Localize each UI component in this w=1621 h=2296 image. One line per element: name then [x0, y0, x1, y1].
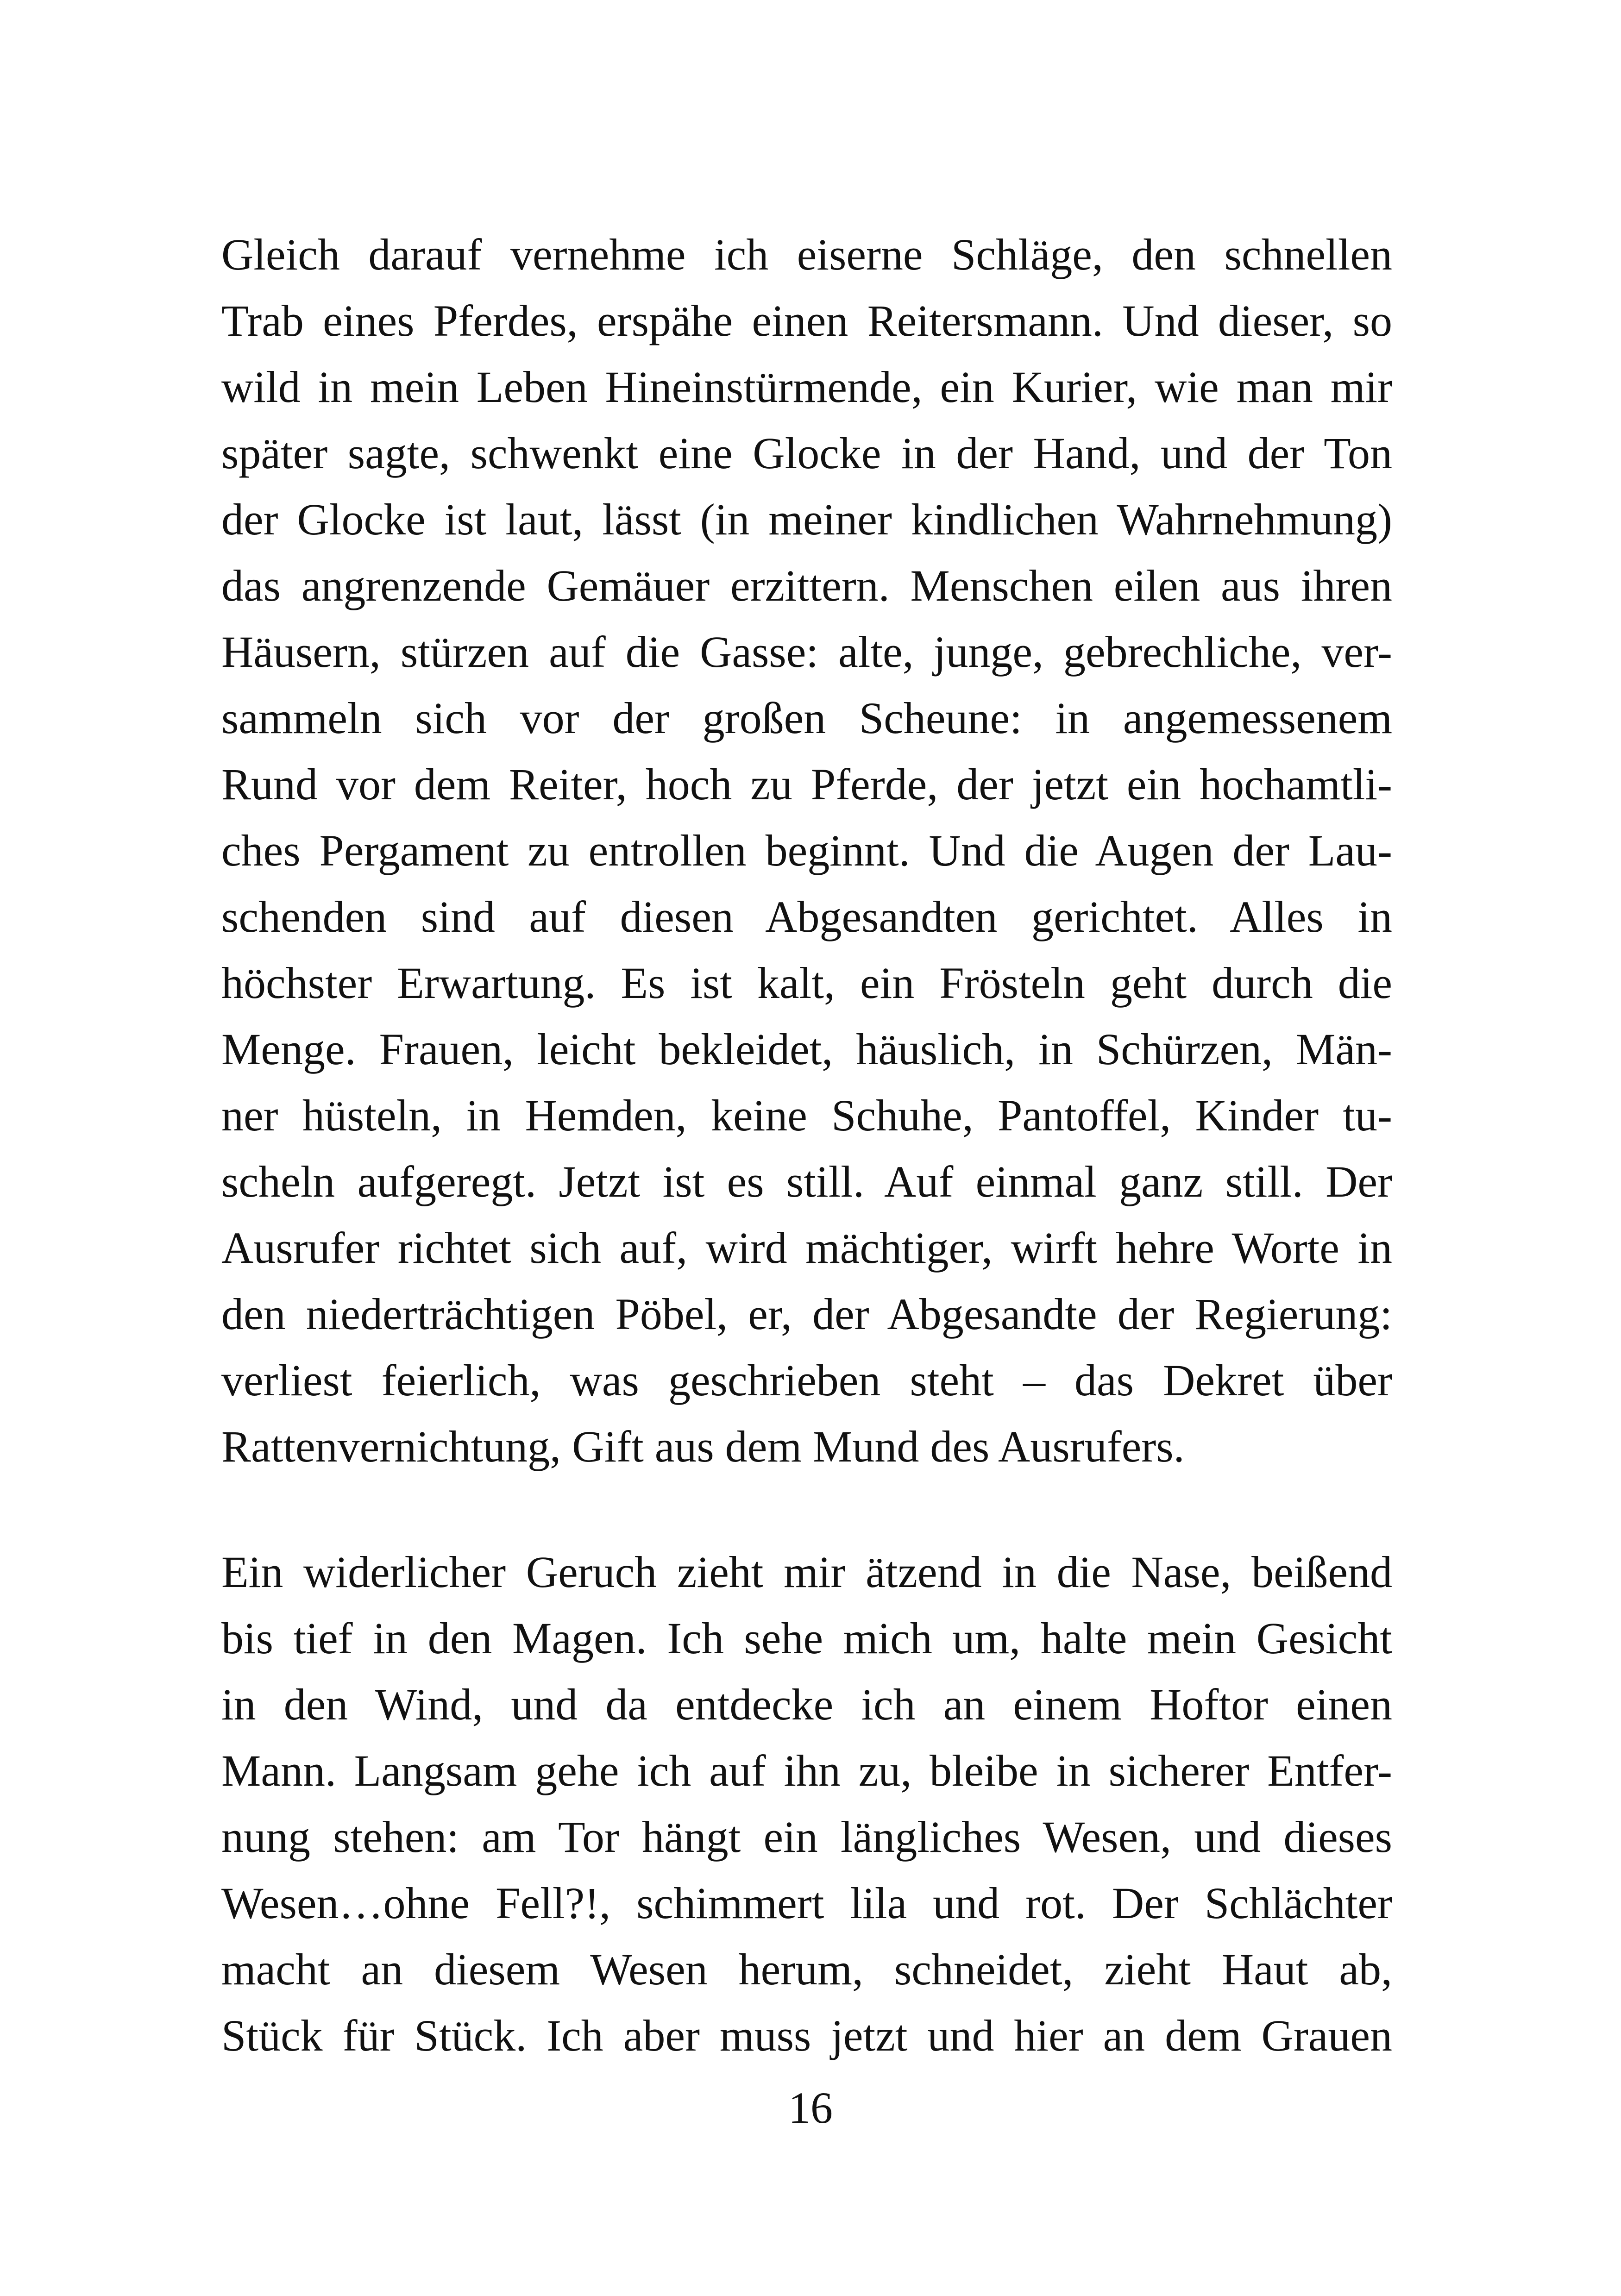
text-line: wild in mein Leben Hineinstürmende, ein Kurier, wie man mir	[221, 362, 1392, 412]
text-line: Rund vor dem Reiter, hoch zu Pferde, der jetzt ein hochamtli-	[221, 759, 1392, 809]
text-line: Menge. Frauen, leicht bekleidet, häuslich, in Schürzen, Män-	[221, 1024, 1392, 1074]
text-line: Stück für Stück. Ich aber muss jetzt und hier an dem Grauen	[221, 2011, 1392, 2060]
text-line: scheln aufgeregt. Jetzt ist es still. Auf einmal ganz still. Der	[221, 1157, 1392, 1206]
text-line: sammeln sich vor der großen Scheune: in angemessenem	[221, 693, 1392, 743]
page-number: 16	[788, 2083, 833, 2133]
text-line: den niederträchtigen Pöbel, er, der Abgesandte der Regierung:	[221, 1289, 1392, 1339]
text-line: Ein widerlicher Geruch zieht mir ätzend in die Nase, beißend	[221, 1547, 1392, 1597]
text-line: Ausrufer richtet sich auf, wird mächtiger, wirft hehre Worte in	[221, 1223, 1392, 1273]
text-line: Mann. Langsam gehe ich auf ihn zu, bleibe in sicherer Entfer-	[221, 1746, 1392, 1795]
paragraph-1	[221, 221, 1392, 1480]
text-line: nung stehen: am Tor hängt ein längliches Wesen, und dieses	[221, 1812, 1392, 1862]
text-line: in den Wind, und da entdecke ich an einem Hoftor einen	[221, 1680, 1392, 1729]
text-line: Gleich darauf vernehme ich eiserne Schläge, den schnellen	[221, 230, 1392, 279]
text-line: Wesen…ohne Fell?!, schimmert lila und rot. Der Schlächter	[221, 1878, 1392, 1928]
text-line: Trab eines Pferdes, erspähe einen Reitersmann. Und dieser, so	[221, 296, 1392, 345]
paragraph-2	[221, 1539, 1392, 2069]
text-line: der Glocke ist laut, lässt (in meiner kindlichen Wahrnehmung)	[221, 495, 1392, 544]
text-line: höchster Erwartung. Es ist kalt, ein Frösteln geht durch die	[221, 958, 1392, 1008]
text-line: verliest feierlich, was geschrieben steht – das Dekret über	[221, 1355, 1392, 1405]
text-line: ches Pergament zu entrollen beginnt. Und die Augen der Lau-	[221, 826, 1392, 875]
text-line: macht an diesem Wesen herum, schneidet, zieht Haut ab,	[221, 1945, 1392, 1994]
text-line: später sagte, schwenkt eine Glocke in der Hand, und der Ton	[221, 428, 1392, 478]
text-line: bis tief in den Magen. Ich sehe mich um, halte mein Gesicht	[221, 1613, 1392, 1663]
text-line: schenden sind auf diesen Abgesandten gerichtet. Alles in	[221, 892, 1392, 941]
text-line: ner hüsteln, in Hemden, keine Schuhe, Pantoffel, Kinder tu-	[221, 1091, 1392, 1140]
text-line: Häusern, stürzen auf die Gasse: alte, junge, gebrechliche, ver-	[221, 627, 1392, 677]
text-line: das angrenzende Gemäuer erzittern. Menschen eilen aus ihren	[221, 561, 1392, 610]
text-line: Rattenvernichtung, Gift aus dem Mund des Ausrufers.	[221, 1422, 1185, 1471]
